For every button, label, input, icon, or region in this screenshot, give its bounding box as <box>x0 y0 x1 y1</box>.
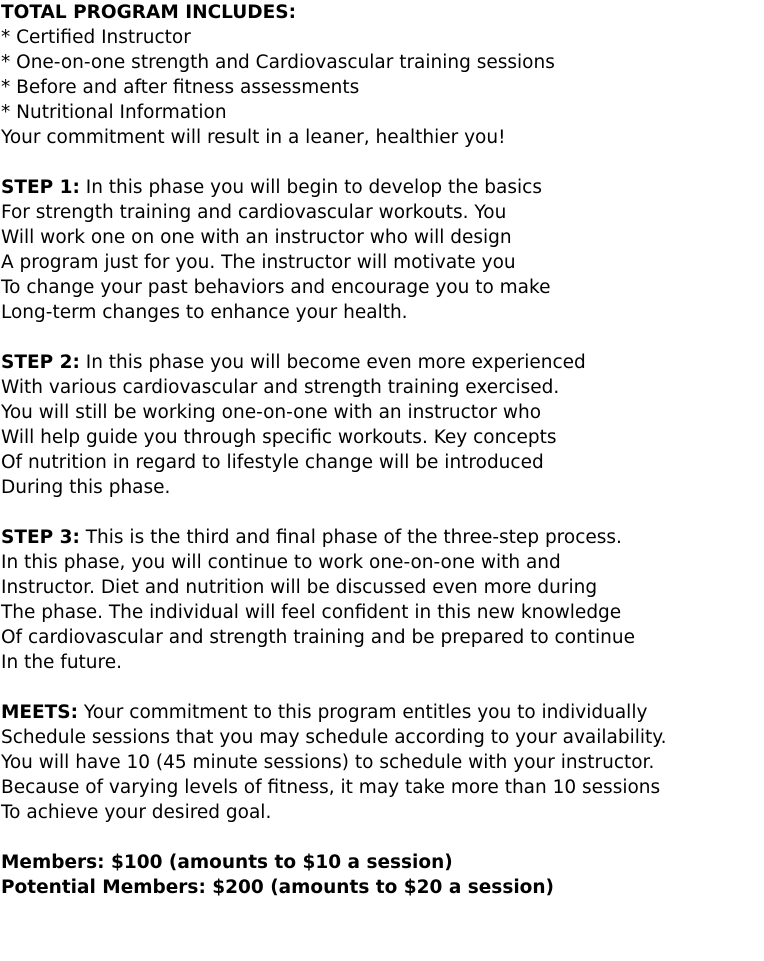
members-price: Members: $100 (amounts to $10 a session) <box>1 852 453 873</box>
step3-section <box>1 525 763 675</box>
step2-line: During this phase. <box>1 477 171 498</box>
step1-intro: In this phase you will begin to develop the basics <box>79 177 542 198</box>
meets-intro: Your commitment to this program entitles you to individually <box>78 702 648 723</box>
step1-line: Will work one on one with an instructor who will design <box>1 227 512 248</box>
step3-line: In the future. <box>1 652 122 673</box>
program-document <box>1 0 763 900</box>
step2-line: With various cardiovascular and strength training exercised. <box>1 377 560 398</box>
step3-label: STEP 3: <box>1 527 80 548</box>
spacer <box>1 500 763 525</box>
step2-label: STEP 2: <box>1 352 80 373</box>
step3-line: Instructor. Diet and nutrition will be discussed even more during <box>1 577 598 598</box>
program-item: * Nutritional Information <box>1 102 227 123</box>
spacer <box>1 150 763 175</box>
meets-section <box>1 700 763 825</box>
step2-line: You will still be working one-on-one with an instructor who <box>1 402 542 423</box>
meets-first-line <box>1 700 763 725</box>
step2-section <box>1 350 763 500</box>
program-item: * One-on-one strength and Cardiovascular training sessions <box>1 52 555 73</box>
step3-intro: This is the third and final phase of the three-step process. <box>79 527 622 548</box>
step3-line: The phase. The individual will feel confident in this new knowledge <box>1 602 622 623</box>
spacer <box>1 325 763 350</box>
step1-section <box>1 175 763 325</box>
step3-line: Of cardiovascular and strength training and be prepared to continue <box>1 627 635 648</box>
meets-line: Because of varying levels of fitness, it may take more than 10 sessions <box>1 777 661 798</box>
program-item: * Certified Instructor <box>1 27 191 48</box>
step2-line: Will help guide you through specific workouts. Key concepts <box>1 427 557 448</box>
step2-intro: In this phase you will become even more experienced <box>79 352 586 373</box>
step3-first-line <box>1 525 763 550</box>
step1-line: A program just for you. The instructor will motivate you <box>1 252 516 273</box>
step1-first-line <box>1 175 763 200</box>
step1-line: To change your past behaviors and encourage you to make <box>1 277 551 298</box>
step2-line: Of nutrition in regard to lifestyle change will be introduced <box>1 452 544 473</box>
program-item: * Before and after fitness assessments <box>1 77 360 98</box>
meets-line: Schedule sessions that you may schedule according to your availability. <box>1 727 667 748</box>
spacer <box>1 675 763 700</box>
meets-label: MEETS: <box>1 702 79 723</box>
pricing-section <box>1 850 763 900</box>
program-includes-section <box>1 0 763 150</box>
program-includes-heading: TOTAL PROGRAM INCLUDES: <box>1 2 297 23</box>
step1-line: Long-term changes to enhance your health. <box>1 302 408 323</box>
step1-label: STEP 1: <box>1 177 80 198</box>
step2-first-line <box>1 350 763 375</box>
step1-line: For strength training and cardiovascular workouts. You <box>1 202 507 223</box>
meets-line: You will have 10 (45 minute sessions) to schedule with your instructor. <box>1 752 655 773</box>
meets-line: To achieve your desired goal. <box>1 802 272 823</box>
potential-members-price: Potential Members: $200 (amounts to $20 a session) <box>1 877 555 898</box>
program-closing: Your commitment will result in a leaner, healthier you! <box>1 127 506 148</box>
step3-line: In this phase, you will continue to work one-on-one with and <box>1 552 561 573</box>
spacer <box>1 825 763 850</box>
